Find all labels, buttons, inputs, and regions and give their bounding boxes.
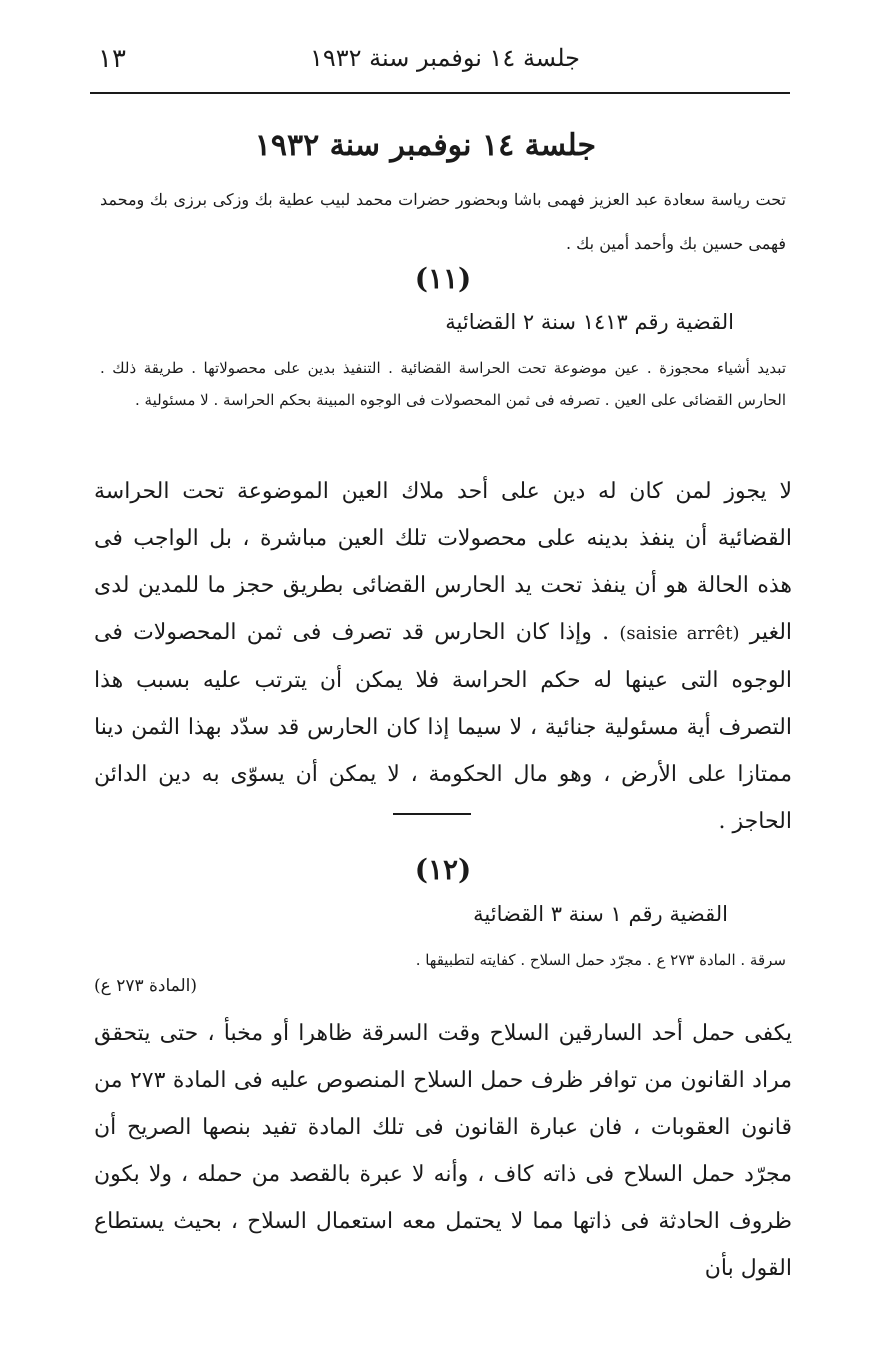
case-reference-12: القضية رقم ١ سنة ٣ القضائية <box>473 902 728 926</box>
ruling-text-part2: . وإذا كان الحارس قد تصرف فى ثمن المحصولات فى الوجوه التى عينها له حكم الحراسة فلا يمكن أن يترتب عليه بسبب هذا التصرف أية مسئولية جنائية ، لا سيما إذا كان الحارس قد سدّد بهذا الثمن دينا ممتازا على الأرض ، وهو مال الحكومة ، لا يمكن أن يسوّى به دين الدائن الحاجز . <box>94 620 792 834</box>
running-title: جلسة ١٤ نوفمبر سنة ١٩٣٢ <box>309 44 580 72</box>
page-header <box>90 38 790 90</box>
case-summary-12: سرقة . المادة ٢٧٣ ع . مجرّد حمل السلاح . كفايته لتطبيقها . <box>415 951 786 969</box>
latin-term: (saisie arrêt) <box>619 623 740 644</box>
case-number-11: (١١) <box>414 262 472 295</box>
page-number: ١٣ <box>98 44 126 74</box>
article-reference: (المادة ٢٧٣ ع) <box>94 976 198 996</box>
presidency-line: تحت رياسة سعادة عبد العزيز فهمى باشا وبحضور حضرات محمد لبيب عطية بك وزكى برزى بك ومحمد فهمى حسين بك وأحمد أمين بك . <box>100 190 786 253</box>
ruling-text-part1: لا يجوز لمن كان له دين على أحد ملاك العين الموضوعة تحت الحراسة القضائية أن ينفذ بدينه على محصولات تلك العين مباشرة ، بل الواجب فى هذه الحالة هو أن ينفذ تحت يد الحارس القضائى بطريق حجز ما للمدين لدى الغير <box>94 479 793 645</box>
ruling-body-12: يكفى حمل أحد السارقين السلاح وقت السرقة ظاهرا أو مخبأ ، حتى يتحقق مراد القانون من توافر ظرف حمل السلاح المنصوص عليه فى المادة ٢٧٣ من قانون العقوبات ، فان عبارة القانون فى تلك المادة تفيد بنصها الصريح أن مجرّد حمل السلاح فى ذاته كاف ، وأنه لا عبرة بالقصد من حمله ، ولا بكون ظروف الحادثة فى ذاتها مما لا يحتمل معه استعمال السلاح ، بحيث يستطاع القول بأن <box>94 1021 792 1281</box>
section-separator <box>393 813 471 815</box>
session-title: جلسة ١٤ نوفمبر سنة ١٩٣٢ <box>254 128 596 163</box>
case-summary-11: تبديد أشياء محجوزة . عين موضوعة تحت الحراسة القضائية . التنفيذ بدين على محصولاتها . طريقة ذلك . الحارس القضائى على العين . تصرفه فى ثمن المحصولات فى الوجوه المبينة بحكم الحراسة . لا مسئولية . <box>100 359 786 409</box>
case-reference-11: القضية رقم ١٤١٣ سنة ٢ القضائية <box>445 310 734 334</box>
case-number-12: (١٢) <box>414 853 472 886</box>
header-rule <box>90 92 790 94</box>
ruling-body-11 <box>94 468 792 845</box>
